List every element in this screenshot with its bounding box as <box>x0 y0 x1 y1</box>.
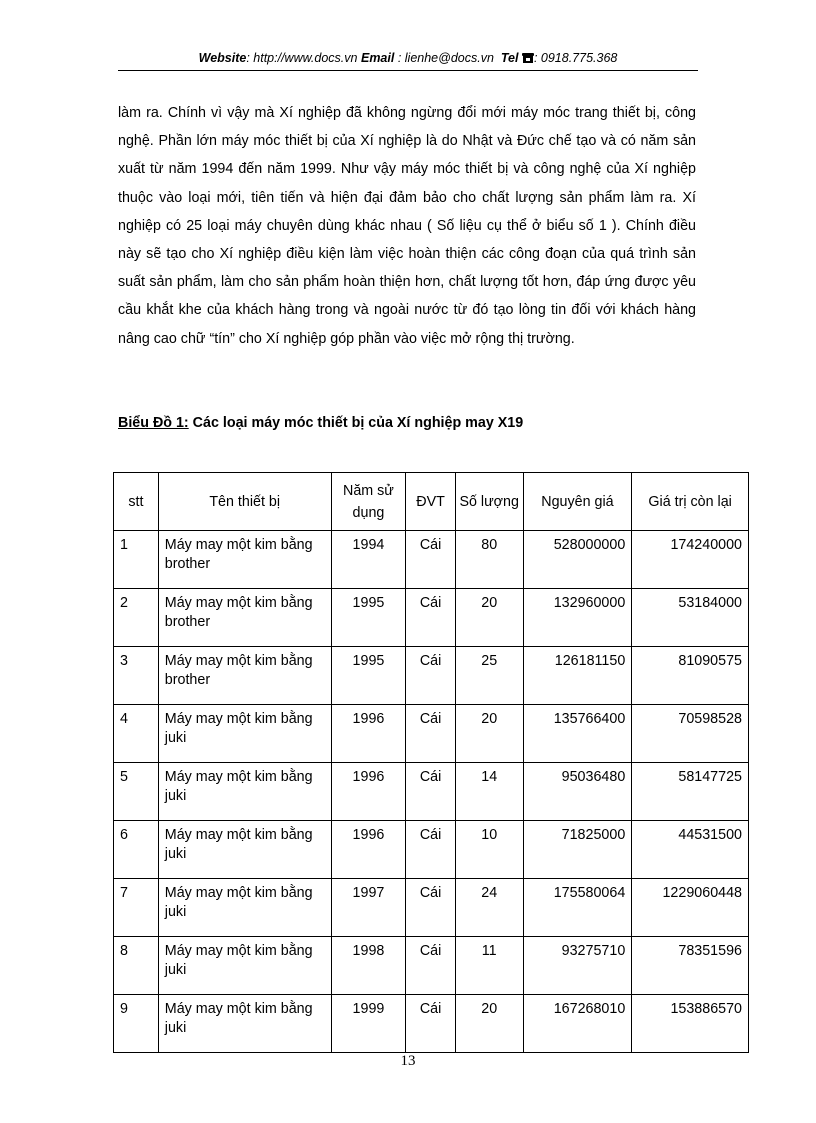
website-label: Website <box>198 51 247 65</box>
cell-price: 132960000 <box>523 589 632 647</box>
header-unit: ĐVT <box>406 473 455 531</box>
cell-stt: 6 <box>114 821 159 879</box>
caption-title: Các loại máy móc thiết bị của Xí nghiệp may X19 <box>188 415 524 431</box>
cell-name: Máy may một kim bằng juki <box>158 821 331 879</box>
cell-price: 95036480 <box>523 763 632 821</box>
cell-name: Máy may một kim bằng brother <box>158 589 331 647</box>
cell-qty: 10 <box>455 821 523 879</box>
cell-year: 1996 <box>331 821 406 879</box>
cell-year: 1999 <box>331 995 406 1053</box>
cell-remaining: 78351596 <box>632 937 749 995</box>
cell-stt: 5 <box>114 763 159 821</box>
cell-qty: 20 <box>455 995 523 1053</box>
cell-year: 1994 <box>331 531 406 589</box>
header-name: Tên thiết bị <box>158 473 331 531</box>
cell-unit: Cái <box>406 763 455 821</box>
header-remaining: Giá trị còn lại <box>632 473 749 531</box>
cell-name: Máy may một kim bằng brother <box>158 531 331 589</box>
cell-unit: Cái <box>406 647 455 705</box>
cell-unit: Cái <box>406 879 455 937</box>
cell-stt: 4 <box>114 705 159 763</box>
header-price: Nguyên giá <box>523 473 632 531</box>
table-row <box>114 879 749 937</box>
cell-qty: 20 <box>455 705 523 763</box>
cell-stt: 9 <box>114 995 159 1053</box>
tel-label: Tel <box>500 51 519 65</box>
table-caption <box>118 415 523 431</box>
cell-remaining: 53184000 <box>632 589 749 647</box>
cell-year: 1998 <box>331 937 406 995</box>
cell-year: 1995 <box>331 589 406 647</box>
cell-stt: 3 <box>114 647 159 705</box>
cell-remaining: 174240000 <box>632 531 749 589</box>
cell-stt: 2 <box>114 589 159 647</box>
cell-name: Máy may một kim bằng juki <box>158 937 331 995</box>
cell-price: 175580064 <box>523 879 632 937</box>
cell-remaining: 153886570 <box>632 995 749 1053</box>
cell-price: 528000000 <box>523 531 632 589</box>
caption-label: Biểu Đồ 1: <box>118 415 189 431</box>
table-header-row <box>114 473 749 531</box>
cell-year: 1996 <box>331 705 406 763</box>
cell-qty: 20 <box>455 589 523 647</box>
website-value: : http://www.docs.vn <box>246 51 358 65</box>
cell-qty: 14 <box>455 763 523 821</box>
cell-unit: Cái <box>406 937 455 995</box>
cell-price: 126181150 <box>523 647 632 705</box>
cell-remaining: 58147725 <box>632 763 749 821</box>
cell-name: Máy may một kim bằng brother <box>158 647 331 705</box>
cell-name: Máy may một kim bằng juki <box>158 995 331 1053</box>
email-value: : lienhe@docs.vn <box>397 51 494 65</box>
equipment-table <box>113 472 749 1053</box>
cell-name: Máy may một kim bằng juki <box>158 763 331 821</box>
email-label: Email <box>360 51 395 65</box>
cell-unit: Cái <box>406 531 455 589</box>
cell-remaining: 1229060448 <box>632 879 749 937</box>
cell-remaining: 44531500 <box>632 821 749 879</box>
cell-qty: 80 <box>455 531 523 589</box>
cell-stt: 7 <box>114 879 159 937</box>
cell-unit: Cái <box>406 995 455 1053</box>
cell-price: 167268010 <box>523 995 632 1053</box>
cell-price: 93275710 <box>523 937 632 995</box>
header-qty: Số lượng <box>455 473 523 531</box>
header-year: Năm sử dụng <box>331 473 406 531</box>
table-row <box>114 821 749 879</box>
table-row <box>114 995 749 1053</box>
cell-remaining: 70598528 <box>632 705 749 763</box>
cell-qty: 11 <box>455 937 523 995</box>
table-row <box>114 647 749 705</box>
header-stt: stt <box>114 473 159 531</box>
table-row <box>114 705 749 763</box>
cell-unit: Cái <box>406 705 455 763</box>
table-row <box>114 531 749 589</box>
phone-icon <box>522 52 534 63</box>
cell-year: 1996 <box>331 763 406 821</box>
cell-unit: Cái <box>406 589 455 647</box>
tel-value: : 0918.775.368 <box>533 51 618 65</box>
body-paragraph: làm ra. Chính vì vậy mà Xí nghiệp đã không ngừng đổi mới máy móc trang thiết bị, công nghệ. Phần lớn máy móc thiết bị của Xí nghiệp là do Nhật và Đức chế tạo và có năm sản xuất từ năm 1994 đến năm 1999. Như vậy máy móc thiết bị và công nghệ của Xí nghiệp thuộc vào loại mới, tiên tiến và hiện đại đảm bảo cho chất lượng sản phẩm làm ra. Xí nghiệp có 25 loại máy chuyên dùng khác nhau ( Số liệu cụ thể ở biểu số 1 ). Chính điều này sẽ tạo cho Xí nghiệp điều kiện làm việc hoàn thiện các công đoạn của quá trình sản suất sản phẩm, làm cho sản phẩm hoàn thiện hơn, chất lượng tốt hơn, đáp ứng được yêu cầu khắt khe của khách hàng trong và ngoài nước từ đó tạo lòng tin đối với khách hàng nâng cao chữ “tín” cho Xí nghiệp góp phần vào việc mở rộng thị trường. <box>118 105 696 347</box>
cell-stt: 1 <box>114 531 159 589</box>
page-number: 13 <box>400 1053 416 1069</box>
cell-price: 71825000 <box>523 821 632 879</box>
table-row <box>114 589 749 647</box>
cell-stt: 8 <box>114 937 159 995</box>
cell-name: Máy may một kim bằng juki <box>158 705 331 763</box>
cell-year: 1997 <box>331 879 406 937</box>
header-divider <box>118 70 698 71</box>
cell-qty: 25 <box>455 647 523 705</box>
page-header <box>118 51 698 65</box>
table-row <box>114 937 749 995</box>
cell-remaining: 81090575 <box>632 647 749 705</box>
cell-qty: 24 <box>455 879 523 937</box>
cell-unit: Cái <box>406 821 455 879</box>
cell-name: Máy may một kim bằng juki <box>158 879 331 937</box>
cell-year: 1995 <box>331 647 406 705</box>
cell-price: 135766400 <box>523 705 632 763</box>
table-row <box>114 763 749 821</box>
